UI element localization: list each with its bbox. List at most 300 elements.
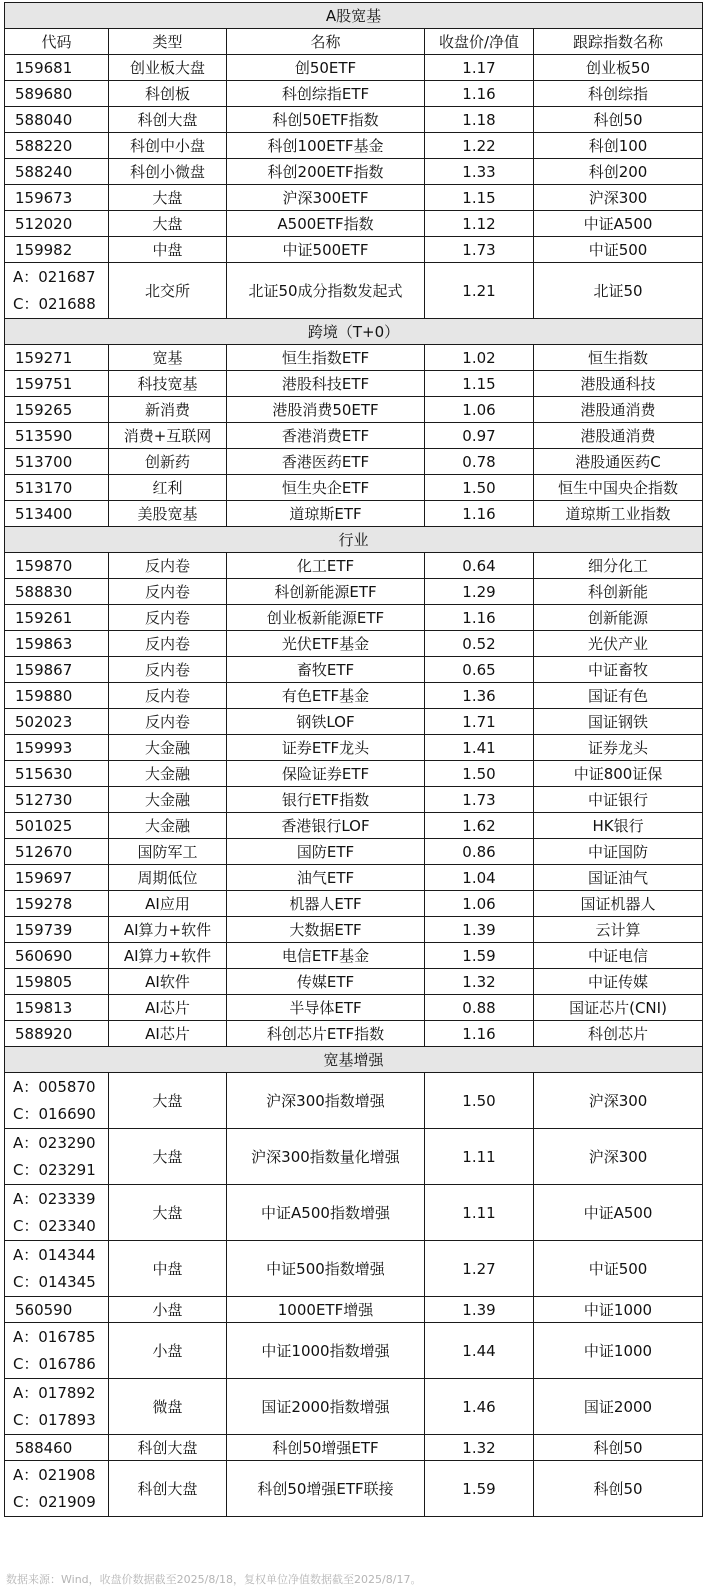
column-header: 代码 — [5, 29, 109, 55]
fund-code-cell — [5, 839, 109, 865]
tracking-index-cell: 证券龙头 — [534, 735, 703, 761]
fund-code-cell — [5, 1129, 109, 1185]
tracking-index-cell: 港股通医药C — [534, 449, 703, 475]
price-cell: 1.16 — [425, 605, 534, 631]
table-row — [5, 185, 703, 211]
price-cell: 1.59 — [425, 1461, 534, 1517]
fund-name-cell: 大数据ETF — [227, 917, 425, 943]
table-row — [5, 787, 703, 813]
fund-type-cell: 科创大盘 — [109, 107, 227, 133]
tracking-index-cell: 港股通消费 — [534, 397, 703, 423]
fund-code: 560690 — [15, 946, 73, 965]
price-cell: 1.73 — [425, 237, 534, 263]
fund-type-cell: 科创大盘 — [109, 1461, 227, 1517]
fund-name-cell: 传媒ETF — [227, 969, 425, 995]
fund-type-cell: 宽基 — [109, 345, 227, 371]
table-row — [5, 579, 703, 605]
tracking-index-cell: 中证500 — [534, 237, 703, 263]
price-cell: 1.16 — [425, 1021, 534, 1047]
column-header: 收盘价/净值 — [425, 29, 534, 55]
fund-type-cell: 反内卷 — [109, 709, 227, 735]
fund-name-cell: 中证500指数增强 — [227, 1241, 425, 1297]
fund-code-cell — [5, 553, 109, 579]
table-row — [5, 397, 703, 423]
fund-name-cell: 机器人ETF — [227, 891, 425, 917]
fund-code: 513590 — [15, 426, 73, 445]
price-cell: 1.29 — [425, 579, 534, 605]
fund-name-cell: 银行ETF指数 — [227, 787, 425, 813]
fund-code-cell — [5, 995, 109, 1021]
fund-code-cell — [5, 891, 109, 917]
fund-name-cell: 科创芯片ETF指数 — [227, 1021, 425, 1047]
price-cell: 0.97 — [425, 423, 534, 449]
fund-code: 159805 — [15, 972, 73, 991]
fund-code: 501025 — [15, 816, 73, 835]
table-row — [5, 1073, 703, 1129]
fund-code: A：016785 — [13, 1327, 96, 1346]
price-cell: 1.11 — [425, 1185, 534, 1241]
fund-code-cell — [5, 865, 109, 891]
fund-name-cell: 香港消费ETF — [227, 423, 425, 449]
fund-code-cell — [5, 1435, 109, 1461]
fund-code: A：021687 — [13, 267, 96, 286]
table-row — [5, 55, 703, 81]
fund-type-cell: 大盘 — [109, 185, 227, 211]
section-title: 行业 — [5, 527, 703, 553]
fund-code: C：021909 — [13, 1492, 96, 1511]
fund-type-cell: 小盘 — [109, 1323, 227, 1379]
price-cell: 1.33 — [425, 159, 534, 185]
fund-name-cell: 香港医药ETF — [227, 449, 425, 475]
table-row — [5, 943, 703, 969]
fund-type-cell: 大盘 — [109, 211, 227, 237]
fund-code: A：023290 — [13, 1133, 96, 1152]
table-row — [5, 423, 703, 449]
fund-type-cell: AI芯片 — [109, 1021, 227, 1047]
tracking-index-cell: 细分化工 — [534, 553, 703, 579]
fund-code-cell — [5, 449, 109, 475]
price-cell: 1.17 — [425, 55, 534, 81]
section-title: 跨境（T+0） — [5, 319, 703, 345]
fund-type-cell: 反内卷 — [109, 657, 227, 683]
section-header-row — [5, 527, 703, 553]
fund-type-cell: 科创小微盘 — [109, 159, 227, 185]
fund-code: 159880 — [15, 686, 73, 705]
price-cell: 1.71 — [425, 709, 534, 735]
table-row — [5, 263, 703, 319]
tracking-index-cell: 国证芯片(CNI) — [534, 995, 703, 1021]
fund-name-cell: 创业板新能源ETF — [227, 605, 425, 631]
fund-code-cell — [5, 397, 109, 423]
price-cell: 0.52 — [425, 631, 534, 657]
fund-type-cell: 科创中小盘 — [109, 133, 227, 159]
fund-code: 159697 — [15, 868, 73, 887]
price-cell: 1.36 — [425, 683, 534, 709]
source-note: 数据来源：Wind，收盘价数据截至2025/8/18，复权单位净值数据截至2025/8/17。 — [6, 1573, 422, 1586]
price-cell: 1.15 — [425, 371, 534, 397]
fund-code-cell — [5, 605, 109, 631]
fund-code-cell — [5, 761, 109, 787]
tracking-index-cell: 光伏产业 — [534, 631, 703, 657]
column-header: 名称 — [227, 29, 425, 55]
fund-type-cell: 反内卷 — [109, 631, 227, 657]
price-cell: 1.16 — [425, 501, 534, 527]
fund-type-cell: 红利 — [109, 475, 227, 501]
table-row — [5, 709, 703, 735]
fund-name-cell: 国证2000指数增强 — [227, 1379, 425, 1435]
fund-code-cell — [5, 263, 109, 319]
tracking-index-cell: 港股通消费 — [534, 423, 703, 449]
fund-type-cell: AI算力+软件 — [109, 943, 227, 969]
table-row — [5, 839, 703, 865]
fund-code: 159982 — [15, 240, 73, 259]
fund-type-cell: 周期低位 — [109, 865, 227, 891]
fund-code: C：016786 — [13, 1354, 96, 1373]
fund-code-cell — [5, 211, 109, 237]
fund-name-cell: 证券ETF龙头 — [227, 735, 425, 761]
fund-type-cell: 微盘 — [109, 1379, 227, 1435]
fund-code: 159261 — [15, 608, 73, 627]
section-header-row — [5, 1047, 703, 1073]
tracking-index-cell: 国证机器人 — [534, 891, 703, 917]
price-cell: 1.50 — [425, 761, 534, 787]
fund-name-cell: 香港银行LOF — [227, 813, 425, 839]
fund-name-cell: 半导体ETF — [227, 995, 425, 1021]
fund-code: 588040 — [15, 110, 73, 129]
fund-name-cell: 中证1000指数增强 — [227, 1323, 425, 1379]
fund-code: 159813 — [15, 998, 73, 1017]
fund-type-cell: AI芯片 — [109, 995, 227, 1021]
table-row — [5, 813, 703, 839]
fund-name-cell: 有色ETF基金 — [227, 683, 425, 709]
tracking-index-cell: 国证油气 — [534, 865, 703, 891]
fund-type-cell: 中盘 — [109, 237, 227, 263]
fund-code-cell — [5, 81, 109, 107]
fund-code: A：023339 — [13, 1189, 96, 1208]
table-row — [5, 1461, 703, 1517]
fund-type-cell: 科创大盘 — [109, 1435, 227, 1461]
tracking-index-cell: 道琼斯工业指数 — [534, 501, 703, 527]
fund-name-cell: 1000ETF增强 — [227, 1297, 425, 1323]
fund-name-cell: 化工ETF — [227, 553, 425, 579]
fund-code-cell — [5, 501, 109, 527]
tracking-index-cell: 中证电信 — [534, 943, 703, 969]
tracking-index-cell: 恒生中国央企指数 — [534, 475, 703, 501]
fund-type-cell: 大金融 — [109, 787, 227, 813]
fund-code: 513400 — [15, 504, 73, 523]
fund-type-cell: 反内卷 — [109, 579, 227, 605]
fund-code: 159751 — [15, 374, 73, 393]
table-row — [5, 1021, 703, 1047]
table-row — [5, 1435, 703, 1461]
fund-code: A：021908 — [13, 1465, 96, 1484]
fund-code-cell — [5, 969, 109, 995]
fund-name-cell: 保险证券ETF — [227, 761, 425, 787]
fund-code: 515630 — [15, 764, 73, 783]
tracking-index-cell: 科创100 — [534, 133, 703, 159]
table-row — [5, 237, 703, 263]
table-row — [5, 761, 703, 787]
fund-code-cell — [5, 345, 109, 371]
tracking-index-cell: 中证A500 — [534, 1185, 703, 1241]
fund-name-cell: 中证500ETF — [227, 237, 425, 263]
fund-type-cell: 大盘 — [109, 1073, 227, 1129]
fund-type-cell: 创新药 — [109, 449, 227, 475]
table-row — [5, 133, 703, 159]
table-row — [5, 449, 703, 475]
table-row — [5, 81, 703, 107]
fund-code: C：014345 — [13, 1272, 96, 1291]
fund-name-cell: 科创50ETF指数 — [227, 107, 425, 133]
fund-code-cell — [5, 683, 109, 709]
fund-code: 159739 — [15, 920, 73, 939]
fund-code: C：021688 — [13, 294, 96, 313]
price-cell: 1.46 — [425, 1379, 534, 1435]
fund-type-cell: 反内卷 — [109, 605, 227, 631]
fund-code-cell — [5, 1297, 109, 1323]
tracking-index-cell: 科创50 — [534, 107, 703, 133]
fund-code: C：023291 — [13, 1160, 96, 1179]
fund-code: 588220 — [15, 136, 73, 155]
fund-code-cell — [5, 371, 109, 397]
fund-type-cell: AI算力+软件 — [109, 917, 227, 943]
fund-name-cell: 创50ETF — [227, 55, 425, 81]
tracking-index-cell: 创业板50 — [534, 55, 703, 81]
fund-code: 513700 — [15, 452, 73, 471]
fund-code-cell — [5, 1185, 109, 1241]
tracking-index-cell: 中证A500 — [534, 211, 703, 237]
fund-type-cell: 科技宽基 — [109, 371, 227, 397]
tracking-index-cell: 云计算 — [534, 917, 703, 943]
tracking-index-cell: 恒生指数 — [534, 345, 703, 371]
table-row — [5, 107, 703, 133]
fund-code-cell — [5, 917, 109, 943]
table-row — [5, 631, 703, 657]
tracking-index-cell: 中证1000 — [534, 1323, 703, 1379]
fund-name-cell: A500ETF指数 — [227, 211, 425, 237]
fund-code-cell — [5, 1323, 109, 1379]
fund-code: 159681 — [15, 58, 73, 77]
price-cell: 1.41 — [425, 735, 534, 761]
table-row — [5, 969, 703, 995]
tracking-index-cell: 国证有色 — [534, 683, 703, 709]
fund-code: 588460 — [15, 1438, 73, 1457]
tracking-index-cell: 中证国防 — [534, 839, 703, 865]
fund-code: C：017893 — [13, 1410, 96, 1429]
fund-code: A：014344 — [13, 1245, 96, 1264]
fund-code-cell — [5, 55, 109, 81]
price-cell: 1.22 — [425, 133, 534, 159]
price-cell: 1.32 — [425, 969, 534, 995]
price-cell: 0.78 — [425, 449, 534, 475]
fund-code: 588830 — [15, 582, 73, 601]
fund-name-cell: 恒生指数ETF — [227, 345, 425, 371]
fund-type-cell: 反内卷 — [109, 683, 227, 709]
fund-type-cell: AI软件 — [109, 969, 227, 995]
fund-code: A：017892 — [13, 1383, 96, 1402]
price-cell: 1.50 — [425, 475, 534, 501]
fund-name-cell: 恒生央企ETF — [227, 475, 425, 501]
column-header-row — [5, 29, 703, 55]
fund-code-cell — [5, 579, 109, 605]
table-row — [5, 735, 703, 761]
etf-table — [4, 2, 703, 1517]
fund-name-cell: 道琼斯ETF — [227, 501, 425, 527]
table-row — [5, 1185, 703, 1241]
fund-name-cell: 科创新能源ETF — [227, 579, 425, 605]
fund-name-cell: 科创50增强ETF联接 — [227, 1461, 425, 1517]
price-cell: 0.86 — [425, 839, 534, 865]
table-row — [5, 1297, 703, 1323]
price-cell: 1.06 — [425, 397, 534, 423]
table-row — [5, 371, 703, 397]
fund-code: 159993 — [15, 738, 73, 757]
fund-type-cell: 大盘 — [109, 1185, 227, 1241]
fund-type-cell: 国防军工 — [109, 839, 227, 865]
fund-name-cell: 北证50成分指数发起式 — [227, 263, 425, 319]
price-cell: 1.11 — [425, 1129, 534, 1185]
fund-code-cell — [5, 107, 109, 133]
tracking-index-cell: 科创综指 — [534, 81, 703, 107]
fund-code-cell — [5, 475, 109, 501]
fund-type-cell: 反内卷 — [109, 553, 227, 579]
price-cell: 1.59 — [425, 943, 534, 969]
fund-code: 513170 — [15, 478, 73, 497]
table-row — [5, 553, 703, 579]
fund-code-cell — [5, 133, 109, 159]
price-cell: 0.65 — [425, 657, 534, 683]
fund-code: 502023 — [15, 712, 73, 731]
fund-code: 159265 — [15, 400, 73, 419]
tracking-index-cell: 中证传媒 — [534, 969, 703, 995]
fund-code-cell — [5, 631, 109, 657]
fund-code-cell — [5, 735, 109, 761]
fund-code: 159278 — [15, 894, 73, 913]
table-row — [5, 683, 703, 709]
price-cell: 1.73 — [425, 787, 534, 813]
fund-code-cell — [5, 709, 109, 735]
section-title: 宽基增强 — [5, 1047, 703, 1073]
fund-code-cell — [5, 943, 109, 969]
fund-code-cell — [5, 1461, 109, 1517]
fund-code-cell — [5, 237, 109, 263]
price-cell: 1.50 — [425, 1073, 534, 1129]
fund-type-cell: 大金融 — [109, 735, 227, 761]
tracking-index-cell: 沪深300 — [534, 185, 703, 211]
fund-type-cell: 中盘 — [109, 1241, 227, 1297]
fund-name-cell: 科创200ETF指数 — [227, 159, 425, 185]
section-title: A股宽基 — [5, 3, 703, 29]
fund-type-cell: 北交所 — [109, 263, 227, 319]
tracking-index-cell: 科创50 — [534, 1435, 703, 1461]
tracking-index-cell: 创新能源 — [534, 605, 703, 631]
tracking-index-cell: HK银行 — [534, 813, 703, 839]
fund-code-cell — [5, 1021, 109, 1047]
price-cell: 1.39 — [425, 917, 534, 943]
tracking-index-cell: 科创200 — [534, 159, 703, 185]
table-row — [5, 605, 703, 631]
fund-code: 159867 — [15, 660, 73, 679]
fund-name-cell: 油气ETF — [227, 865, 425, 891]
fund-name-cell: 沪深300指数增强 — [227, 1073, 425, 1129]
fund-name-cell: 沪深300ETF — [227, 185, 425, 211]
price-cell: 0.64 — [425, 553, 534, 579]
table-row — [5, 1323, 703, 1379]
table-row — [5, 657, 703, 683]
fund-name-cell: 港股科技ETF — [227, 371, 425, 397]
fund-name-cell: 畜牧ETF — [227, 657, 425, 683]
price-cell: 1.62 — [425, 813, 534, 839]
table-row — [5, 501, 703, 527]
fund-name-cell: 沪深300指数量化增强 — [227, 1129, 425, 1185]
section-header-row — [5, 319, 703, 345]
table-row — [5, 345, 703, 371]
fund-code-cell — [5, 185, 109, 211]
fund-code: 159271 — [15, 348, 73, 367]
fund-name-cell: 国防ETF — [227, 839, 425, 865]
fund-code: A：005870 — [13, 1077, 96, 1096]
fund-type-cell: 大金融 — [109, 761, 227, 787]
fund-code-cell — [5, 787, 109, 813]
fund-type-cell: 消费+互联网 — [109, 423, 227, 449]
price-cell: 1.39 — [425, 1297, 534, 1323]
fund-type-cell: 大金融 — [109, 813, 227, 839]
tracking-index-cell: 科创新能 — [534, 579, 703, 605]
price-cell: 1.44 — [425, 1323, 534, 1379]
tracking-index-cell: 北证50 — [534, 263, 703, 319]
fund-code-cell — [5, 813, 109, 839]
fund-code: 588920 — [15, 1024, 73, 1043]
table-row — [5, 211, 703, 237]
tracking-index-cell: 国证2000 — [534, 1379, 703, 1435]
fund-type-cell: 科创板 — [109, 81, 227, 107]
table-row — [5, 475, 703, 501]
tracking-index-cell: 沪深300 — [534, 1129, 703, 1185]
fund-code-cell — [5, 1241, 109, 1297]
price-cell: 1.21 — [425, 263, 534, 319]
fund-name-cell: 科创综指ETF — [227, 81, 425, 107]
price-cell: 1.15 — [425, 185, 534, 211]
fund-type-cell: 新消费 — [109, 397, 227, 423]
column-header: 类型 — [109, 29, 227, 55]
fund-type-cell: 创业板大盘 — [109, 55, 227, 81]
fund-code: 512670 — [15, 842, 73, 861]
price-cell: 1.06 — [425, 891, 534, 917]
column-header: 跟踪指数名称 — [534, 29, 703, 55]
fund-type-cell: 大盘 — [109, 1129, 227, 1185]
fund-code: C：016690 — [13, 1104, 96, 1123]
fund-code-cell — [5, 657, 109, 683]
fund-code: 159870 — [15, 556, 73, 575]
fund-name-cell: 钢铁LOF — [227, 709, 425, 735]
tracking-index-cell: 中证500 — [534, 1241, 703, 1297]
tracking-index-cell: 中证1000 — [534, 1297, 703, 1323]
table-row — [5, 917, 703, 943]
table-row — [5, 1241, 703, 1297]
fund-code: C：023340 — [13, 1216, 96, 1235]
tracking-index-cell: 沪深300 — [534, 1073, 703, 1129]
tracking-index-cell: 港股通科技 — [534, 371, 703, 397]
tracking-index-cell: 科创芯片 — [534, 1021, 703, 1047]
fund-code: 589680 — [15, 84, 73, 103]
tracking-index-cell: 国证钢铁 — [534, 709, 703, 735]
section-header-row — [5, 3, 703, 29]
table-row — [5, 1129, 703, 1185]
fund-type-cell: AI应用 — [109, 891, 227, 917]
tracking-index-cell: 中证800证保 — [534, 761, 703, 787]
fund-name-cell: 科创100ETF基金 — [227, 133, 425, 159]
fund-code: 512020 — [15, 214, 73, 233]
